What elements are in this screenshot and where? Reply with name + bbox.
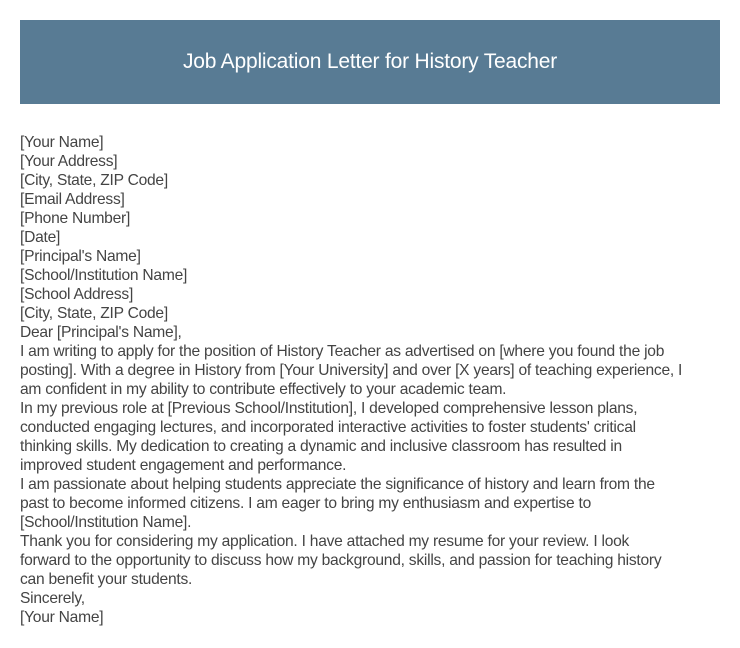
- sender-name: [Your Name]: [20, 134, 104, 151]
- closing: Sincerely,: [20, 590, 85, 607]
- letter-date: [Date]: [20, 229, 61, 246]
- header-banner: [20, 20, 720, 104]
- paragraph-line: forward to the opportunity to discuss how my background, skills, and passion for teaching history: [20, 552, 662, 569]
- recipient-school: [School/Institution Name]: [20, 267, 188, 284]
- sender-address: [Your Address]: [20, 153, 118, 170]
- paragraph-line: improved student engagement and performance.: [20, 457, 347, 474]
- paragraph-line: I am writing to apply for the position of History Teacher as advertised on [where you found the job: [20, 343, 665, 360]
- paragraph-line: conducted engaging lectures, and incorporated interactive activities to foster students' critical: [20, 419, 636, 436]
- paragraph-line: am confident in my ability to contribute effectively to your academic team.: [20, 381, 507, 398]
- paragraph-line: posting]. With a degree in History from [Your University] and over [X years] of teaching experience, I: [20, 362, 683, 379]
- signature: [Your Name]: [20, 609, 104, 626]
- page-title: Job Application Letter for History Teacher: [182, 50, 558, 73]
- sender-phone: [Phone Number]: [20, 210, 131, 227]
- sender-city-state-zip: [City, State, ZIP Code]: [20, 172, 168, 189]
- paragraph-closing: [20, 532, 725, 589]
- recipient-name: [Principal's Name]: [20, 248, 141, 265]
- recipient-city-state-zip: [City, State, ZIP Code]: [20, 305, 168, 322]
- salutation: Dear [Principal's Name],: [20, 324, 182, 341]
- paragraph-line: Thank you for considering my application. I have attached my resume for your review. I look: [20, 533, 630, 550]
- sender-email: [Email Address]: [20, 191, 125, 208]
- paragraph-passion: [20, 475, 725, 532]
- paragraph-line: past to become informed citizens. I am eager to bring my enthusiasm and expertise to: [20, 495, 591, 512]
- letter-body: [20, 133, 725, 627]
- paragraph-line: In my previous role at [Previous School/Institution], I developed comprehensive lesson plans,: [20, 400, 638, 417]
- paragraph-experience: [20, 399, 725, 475]
- paragraph-line: I am passionate about helping students appreciate the significance of history and learn from the: [20, 476, 655, 493]
- paragraph-line: thinking skills. My dedication to creating a dynamic and inclusive classroom has resulted in: [20, 438, 622, 455]
- paragraph-line: [School/Institution Name].: [20, 514, 192, 531]
- paragraph-intro: [20, 342, 725, 399]
- paragraph-line: can benefit your students.: [20, 571, 193, 588]
- recipient-address: [School Address]: [20, 286, 134, 303]
